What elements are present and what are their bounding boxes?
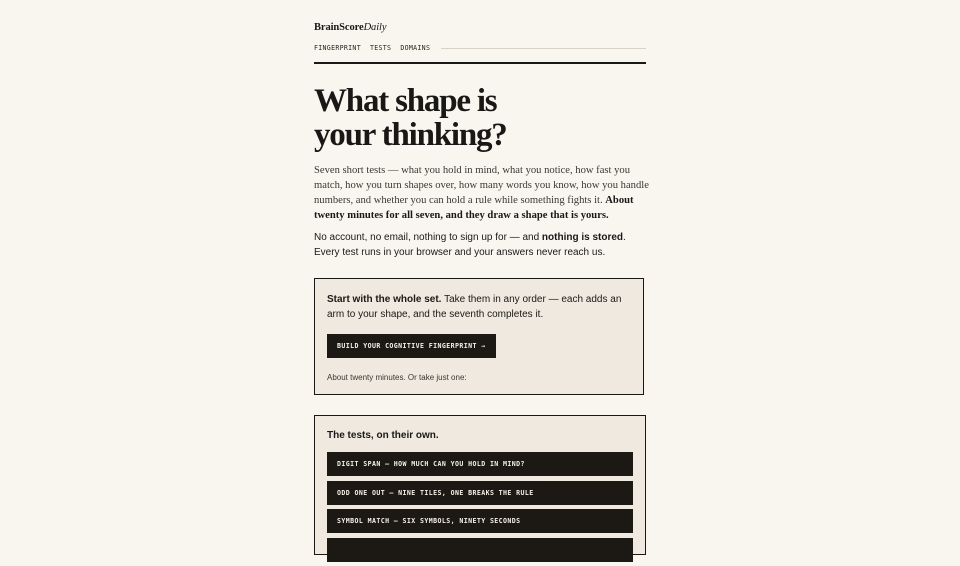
test-list [327,452,633,566]
start-panel-lead [327,292,637,322]
page-title [314,84,634,152]
test-symbol-match-button[interactable]: SYMBOL MATCH — SIX SYMBOLS, NINETY SECONDS [327,509,633,533]
brand-name: BrainScore [314,22,364,33]
privacy-note [314,230,650,260]
test-next-button[interactable] [327,538,633,562]
intro-paragraph [314,163,650,223]
nav-fingerprint[interactable]: FINGERPRINT [314,44,361,52]
top-nav [314,44,646,52]
build-fingerprint-button[interactable]: BUILD YOUR COGNITIVE FINGERPRINT → [327,334,496,358]
nav-divider [441,48,646,49]
start-panel-heading: Start with the whole set. [327,294,442,305]
start-panel-text: Take them in any order — each adds an arm to your shape, and the seventh completes it. [327,294,622,320]
nav-domains[interactable]: DOMAINS [400,44,431,52]
start-panel [314,278,644,395]
header-rule [314,62,646,64]
tests-panel-heading: The tests, on their own. [327,430,439,441]
test-odd-one-out-button[interactable]: ODD ONE OUT — NINE TILES, ONE BREAKS THE RULE [327,481,633,505]
page-title-line-2: your thinking? [314,117,507,153]
brand-logo[interactable] [314,22,386,33]
privacy-emphasis: nothing is stored [541,232,624,243]
test-digit-span-button[interactable]: DIGIT SPAN — HOW MUCH CAN YOU HOLD IN MIND? [327,452,633,476]
intro-text: Seven short tests — what you hold in mind, what you notice, how fast you match, how you turn shapes over, how many words you know, how you handle numbers, and whether you can hold a rule while something fights it. [314,165,649,206]
privacy-text-pre: No account, no email, nothing to sign up for — and [314,232,542,243]
page-title-line-1: What shape is [314,83,497,119]
privacy-text-post: . Every test runs in your browser and your answers never reach us. [314,232,626,258]
brand-suffix: Daily [363,22,387,33]
nav-tests[interactable]: TESTS [369,44,392,52]
start-panel-subtext: About twenty minutes. Or take just one: [327,373,467,382]
tests-panel [314,415,646,555]
intro-emphasis: About twenty minutes for all seven, and they draw a shape that is yours. [314,195,634,221]
